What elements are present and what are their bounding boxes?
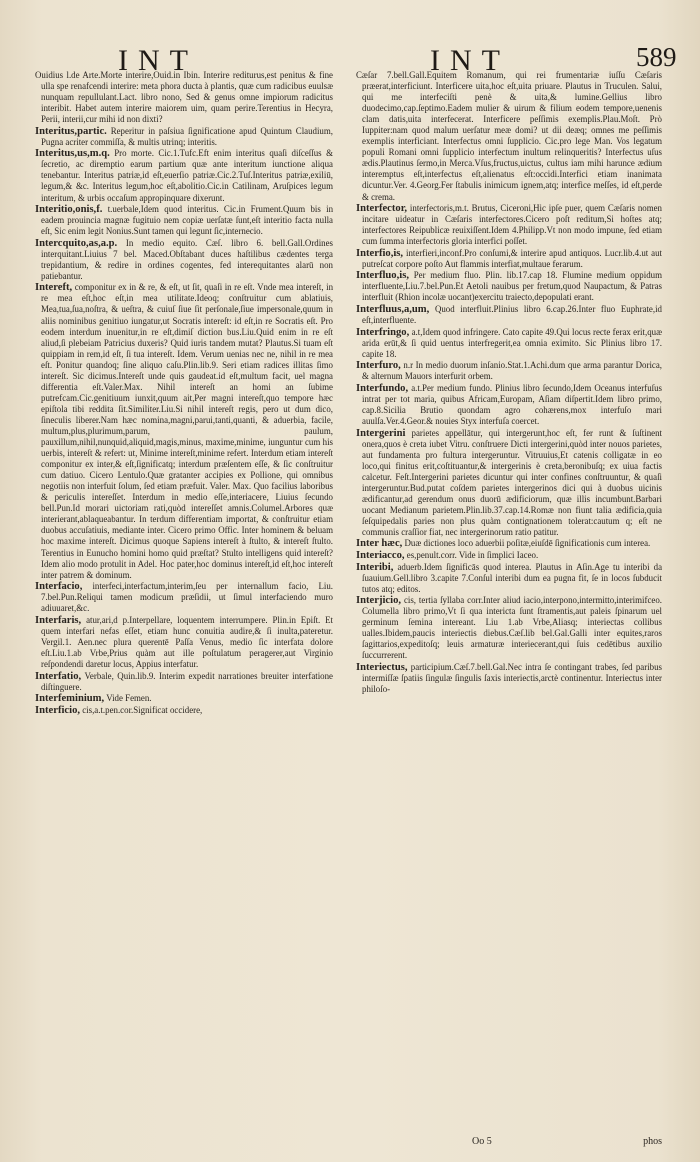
entry-text: Duæ dictiones loco aduerbii poſitæ,eiuſdē ſignificationis cum interea. [404,538,651,549]
entry-text: es,penult.corr. Vide in ſimplici Iaceo. [406,550,539,561]
entry-headword: Interfringo, [356,326,410,338]
entry-headword: Interfector, [356,203,408,215]
entry-text: Pro morte. Cic.1.Tufc.Eft enim interitus quaſi diſceſſus & ſecretio, ac diremptio earum partium quæ ante interitum iunctione aliqua tenebantur. Interitus patriæ,id eſt,euerſio patriæ.Cic.2.Tuſ.Interitus patriæ,exiliū, legum,& &c. Interitus legum,hoc eſt,abolitio.Cic.in Catilinam, Aruſpices legum interitum, & urbis occaſum appropinquare dixerunt. [41,148,333,203]
entry-text: interfeci,interfactum,interim,ſeu per internallum facio, Liu. 7.bel.Pun.Reliqui tamen modicum præſidii, ut ſimul interfaciendo muro adiuuaret,&c. [41,581,334,614]
catchword: phos [643,1136,662,1147]
entry-text: Reperitur in paſsiua ſignificatione apud Quintum Claudium, Pugna acriter commiſſa, & multis utrinq; interitis. [41,125,333,147]
dictionary-entry [35,615,333,670]
entry-text: Per medium fluo. Plin. lib.17.cap 18. Flumine medium oppidum interfluente,Liu.7.bel.Pun.Et Aetoli nauibus per fretum,quod Naupactum, & Patras interfluit (Rhion incolæ uocant)exercitu traiecto,depopulati erant. [362,270,662,303]
entry-text: Vide Femen. [106,693,152,704]
entry-headword: Interitus,us,m.q. [35,148,110,160]
signature-mark: Oo 5 [472,1136,492,1147]
entry-headword: Inter hæc, [356,538,403,550]
entry-text: interfieri,inconf.Pro conſumi,& interire apud antiquos. Lucr.lib.4.ut aut putreſcat corpore poſto Aut flammis interfiat,multaue ferarum. [362,247,663,269]
dictionary-entry [356,562,662,595]
entry-headword: Interiacco, [356,550,405,562]
dictionary-entry [356,538,662,549]
entry-text: cis, tertia ſyllaba corr.Inter aliud iacio,interpono,intermitto,interimifceo. Columella libro primo,Vt ſi qua intericta ſunt ſtramentis,aut paleis ſpinarum uel germinum ſemina intereant. Liu 1.ab Vrbe,Aliasq; interiectas collibus ualles.Ibidem,paucis interiectis diebus.Cæſ.lib bel.Gal.Galli inter equites,raros ſagittarios,expeditoſq; leuis armaturæ interiecerant,qui ſuis cedētibus auxilio ſuccurrerent. [362,595,663,661]
entry-headword: Interfluo,is, [356,270,409,282]
dictionary-entry [356,550,662,561]
dictionary-entry [356,304,662,326]
entry-headword: Interfeminium, [35,693,105,705]
entry-text: a.t.Per medium fundo. Plinius libro ſecundo,Idem Oceanus interfuſus intrat per tot maria, quibus Africam,Europam, Aſiam diſpertit.Idem libro primo, cap.8.Sicilia Brutio quondam agro cohærens,mox interfuſo mari auulſa.Ver.4.Geor.& nouies Styx interfuſa coercet. [362,382,663,426]
entry-headword: Interfio,is, [356,247,404,259]
dictionary-entry [35,693,333,704]
entry-text: Cæſar 7.bell.Gall.Equitem Romanum, qui rei frumentariæ iuſſu Cæſaris præerat,interficiunt. Interficere uita,hoc eſt,uita priuare. Plautus in Truculen. Salui, qui me interfeciſti penè & uita,& lumine.Gellius libro duodecimo,cap.ſeptimo.Eadem mulier & uirum & filium eodem tempore,uenenis clam datis,uita interfecerat. Interficere peſſimis exemplis.Plau.Moſt. Prò Iuppiter:nam quod malum uerſatur meæ domi? ut dii deæq; omnes me peſſimis exemplis interficiant. Interfectus omni ſupplicio. Cic.pro lege Man. Vos legatum populi Romani omni ſupplicio interfectum inultum relinqueritis? Interfectus uſus ædis.Plautinus ſermo,in Merca.Vſus,fructus,uictus, cultus iam mihi harunce ædium interemptus eſt,interfectus eſt,alienatus eſt:occidi.Interfici etiam inanimata dicuntur.Ver. 4.Georg.Fer ſtabulis inimicum ignem,atq; interfice meſſes, id eſt,perde & crema. [356,70,662,202]
entry-text: Quod interfluit.Plinius libro 6.cap.26.Inter fluo Euphrate,id eſt,interfluente. [362,303,662,326]
entry-headword: Interibi, [356,561,394,573]
entry-headword: Interitio,onis,f. [35,204,103,216]
dictionary-entry [356,327,662,360]
dictionary-entry [356,662,662,695]
dictionary-entry [356,383,662,427]
left-running-title: INT [118,44,198,77]
entry-text: cis,a.t.pen.cor.Significat occidere, [82,704,203,715]
entry-headword: Interiectus, [356,661,408,673]
right-column [356,70,662,696]
entry-text: participium.Cæſ.7.bell.Gal.Nec intra ſe contingant trabes, ſed paribus intermiſſæ ſpatiis ſingulæ ſingulis ſaxis interiectis,arctè continentur. Interiectus inter philoſo- [362,661,662,695]
entry-text: parietes appellātur, qui intergerunt,hoc eſt, fer runt & ſuſtinent onera,quos è creta iubet Vitru. conſtruere Dicti intergerini,quòd inter nouos parietes, aut fundamenta pro fultura intergeruntur. Vitruuius,Et catenis colligatæ in eo loco,qui finitus erit,coſtituantur,& intergerinis è creta,beronibuſq; ex uiua factis calcetur. Feſt.Intergerini parietes dicuntur qui inter confines conſtruuntur, & quaſi intergeruntur.Bud.putat coſdem parietes intergerinos dici qui à duobus uicinis ædificantur,ad gerendum onus duorū ædificiorum, quæ illis incumbunt.Barbari uocant Medianum parietem.Plin.lib.37.cap.14.Romæ non fiunt talia ædificia,quia ſeſquipedalis paries non plus quàm contignationem tolerat:cautum q; eſt ne communis craſſior fiat, nec intergerinorum ratio patitur. [362,427,663,537]
dictionary-entry [35,148,333,203]
entry-headword: Interjicio, [356,595,402,607]
entry-headword: Interitus,partic. [35,125,107,137]
dictionary-entry [356,248,662,270]
entry-text: t.uerbale,Idem quod interitus. Cic.in Frument.Quum bis in eadem prouincia magnæ fugituio nem copiæ uerſatæ ſunt,eſt interitio facta nulla eſt, Sic enim legit Nonius.Sunt tamen qui legunt ſic,internecio. [41,204,334,237]
left-column [35,70,333,716]
entry-headword: Interfluus,a,um, [356,303,430,315]
entry-headword: Interfundo, [356,382,409,394]
entry-headword: Intercquito,as,a.p. [35,237,118,249]
entry-text: aduerb.Idem ſignificās quod interea. Plautus in Aſin.Age tu interibi da ſuauium.Gell.libro 3.capite 7.Conſul interibi dum ea pugna fit, ſe in locos ſubducit tutos atq; editos. [362,561,663,594]
entry-headword: Intereft, [35,282,73,294]
dictionary-entry [356,595,662,661]
dictionary-entry [356,360,662,382]
dictionary-entry [35,204,333,237]
right-running-title: INT [430,44,510,77]
dictionary-entry [35,70,333,125]
dictionary-entry [356,270,662,303]
entry-text: a.t,Idem quod infringere. Cato capite 49.Qui locus recte ferax erit,quæ arida erūt,& ſi quid uentus interfregerit,ea omnia eximito. Sic Plinius libro 17. capite 18. [362,326,663,359]
entry-text: componitur ex in & re, & eſt, ut ſit, quaſi in re eſt. Vnde mea intereſt, in re mea eſt,hoc eſt,in mea utilitate.Ideoq; conſtruitur cum ablatiuis, Mea,tua,ſua,noſtra, & ueſtra, & cuiuſ ſiue ſit perſonale,ſiue impersonale,quum in aliis nominibus genitiuo iungatur,ut Socratis intereſt: id eſt,in re Socratis eſt. Pro eodem interdum inuenitur,in re eſt,dimiſ diction bus.Liu.Quid enim in re eſt aliud,ſi plebeiam Patricius duxeris? Quid iuris tandem mutat? Plautus.Si tuam eſt quippiam in rem,id eſt, ſi tua intereſt. Idem. Verum uenias nec ne, nihil in re mea eſt. Ponitur quandoq; ſine aliquo caſu.Plin.lib.9. Seri etiam radices illitas ſimo intereſt. Sic dicimus.Intereſt unde quis gaudeat.id eſt,multum facit, uel magna differentia eſt.Valer.Max. Nihil intereſt an homi an ſubime putrefcam.Cic.genitiuum iunxit,quum ait,Per magni intereſt,quo tempore hæc epiſtola tibi reddita ſit.Similiter.Liu.Si nihil intereſt regis, pero ut dum dico, ſineculis liberer.Nam hæc nomina,magni,parui,tanti,quanti, & aduerbia, facile, multum,plus,plurimum,parum, paulum, pauxillum,nihil,nunquid,aliquid,magis,minus, maxime,minime, iunguntur cum his uerbis, intereſt & refert: ut, Minime intereſt,minime refert. Interdum etiam intereſt componitur ex inter,& eſt,ſignificatq; interdum præſentem eſſe, & ſic conſtruitur cum datiuo. Cicero Lentulo.Quæ gratanter accipies ex Pollione, qui omnibus negotiis non interfuit ſolum, ſed etiam præfuit. Valer. Max. Quo facilius laboribus & periculis intereſſet. Interdum in medio eſſe,interiacere, Liuius ſecundo bell.Pun.Id morari uictoriam rati,quòd intereſſet amnis.Columel.Arbores quæ interierant,ablaqueabantur. In terdum differentiam importat, & conſtruitur etiam duobus accuſatiuis, mediante inter. Cicero primo Offic. Inter hominem & beluam hoc maxime intereſt. Dicimus quoque Sapiens intereſt à ſtulto, & intereſt ſtulto. Terentius in Eunucho homini homo quid præſtat? Stulto intelligens quid intereſt? Idem alio modo protulit in Adel. Hoc pater,hoc dominus intereſt,id eſt,hoc intereſt inter patrem & dominum. [41,282,334,580]
entry-headword: Interfacio, [35,581,83,593]
dictionary-entry [356,203,662,247]
page-footer [356,1136,662,1150]
entry-headword: Intergerini [356,427,406,439]
entry-text: Ouidius l.de Arte.Morte interire,Ouid.in Ibin. Interire rediturus,est penitus & fine ulla spe renafcendi interire: meta phora ducta à plantis, quæ cum radicibus euulsæ nunquam repullulant.Lact. libro nono, Sed & genus omne impiorum radicitus interibit. Habet autem interire maiorem uim, quam perire.Terentius in Hecyra, Perii, interii,cur mihi id non dixti? [35,70,333,125]
entry-text: In medio equito. Cæſ. libro 6. bell.Gall.Ordines interquitant.Liuius 7 bel. Maced.Obſtabant duces haſtilibus cædentes terga trepidantium, & redire in ordines cogentes, fed interequitantes alarū non patiebantur. [41,237,334,281]
dictionary-entry [35,282,333,580]
entry-headword: Interfuro, [356,360,401,372]
dictionary-entry [35,238,333,282]
dictionary-entry [356,428,662,538]
dictionary-entry [35,671,333,693]
page-number: 589 [636,42,677,72]
entry-headword: Interficio, [35,704,81,716]
dictionary-entry [35,705,333,716]
dictionary-entry [35,126,333,148]
entry-headword: Interfaris, [35,614,82,626]
running-head [0,38,700,77]
entry-text: atur,ari,d p.Interpellare, loquentem interrumpere. Plin.in Epiſt. Et quem interfari nefas eſſet, etiam hunc conuitia audire,& ſi inulta,pateretur. Vergil.1. Aen.nec plura querentē Paſſa Venus, medio ſic interfata dolore eſt.Liu.1.ab Vrbe,Prius quàm aut ille poſtulatum peragerer,aut Virginio reſpondendi daretur locus, Appius interfatur. [41,614,334,669]
entry-headword: Interfatio, [35,670,82,682]
dictionary-entry [356,70,662,203]
dictionary-entry [35,581,333,614]
entry-text: Verbale, Quin.lib.9. Interim expedit narrationes breuiter interfatione diſtinguere. [41,670,334,692]
entry-text: interfectoris,m.t. Brutus, Ciceroni,Hic ipſe puer, quem Cæſaris nomen incitare uideatur in Cæſaris interfectores.Cicero poſt reditum,Si hoſtes atq; interfectores Reipublicæ reuixiſſent.Idem 4.Philipp.Vt non modo impune, ſed etiam cum ſumma interfectoris gloria interfici poſſet. [362,203,662,247]
entry-text: n.r In medio duorum inſanio.Stat.1.Achi.dum que arma parantur Dorica, & alternum Mauors interfurit orbem. [362,360,663,382]
